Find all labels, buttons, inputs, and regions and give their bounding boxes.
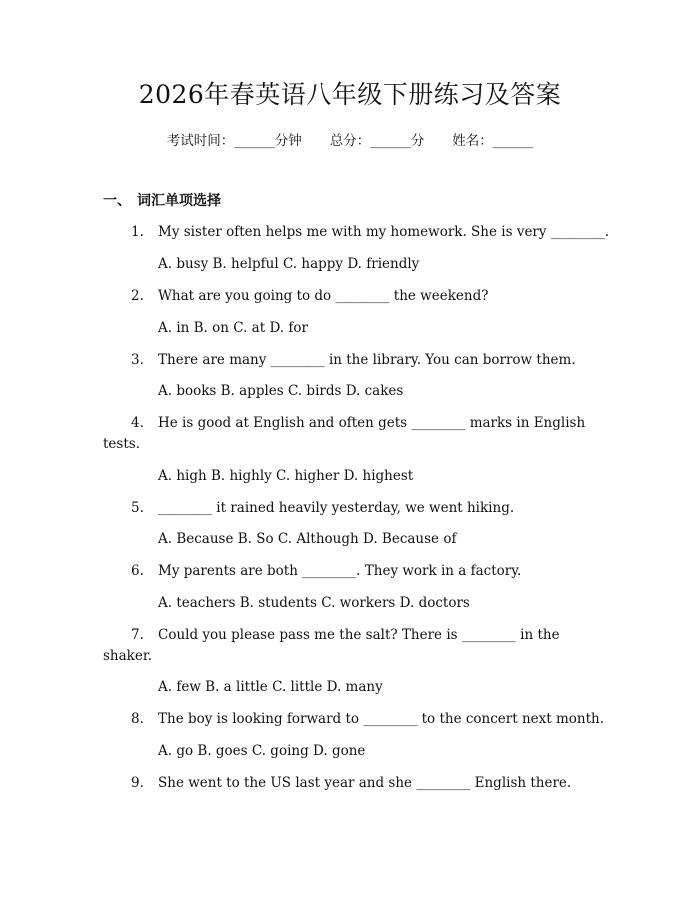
question-number: 9. [131,775,144,791]
question-text: My sister often helps me with my homework. She is very ________. [158,224,610,240]
question-number: 3. [131,352,144,368]
question-text: There are many ________ in the library. You can borrow them. [158,352,576,368]
question-options: A. books B. apples C. birds D. cakes [158,383,404,399]
exam-info [0,131,700,151]
question-number: 1. [131,224,144,240]
question-text: He is good at English and often gets ________ marks in English [158,415,586,431]
question-text-continued: tests. [103,436,140,452]
question-number: 6. [131,563,144,579]
section-heading [103,191,221,211]
question-options: A. go B. goes C. going D. gone [158,743,366,759]
question-text: Could you please pass me the salt? There is ________ in the [158,627,560,643]
exam-time-label: 考试时间：______分钟 [166,133,302,149]
question-number: 2. [131,288,144,304]
question-options: A. high B. highly C. higher D. highest [158,468,414,484]
question-text: ________ it rained heavily yesterday, we went hiking. [158,500,515,516]
question-text: My parents are both ________. They work in a factory. [158,563,522,579]
section-title: 词汇单项选择 [137,193,221,209]
section-number: 一、 [103,193,131,209]
question-number: 8. [131,711,144,727]
question-options: A. teachers B. students C. workers D. doctors [158,595,470,611]
student-name-label: 姓名：______ [452,133,534,149]
question-options: A. busy B. helpful C. happy D. friendly [158,256,420,272]
question-number: 4. [131,415,144,431]
question-options: A. Because B. So C. Although D. Because of [158,531,457,547]
question-options: A. in B. on C. at D. for [158,320,308,336]
question-text-continued: shaker. [103,648,153,664]
question-text: The boy is looking forward to ________ to the concert next month. [158,711,605,727]
question-number: 5. [131,500,144,516]
total-score-label: 总分：______分 [329,133,425,149]
page-title: 2026年春英语八年级下册练习及答案 [138,80,562,109]
question-text: What are you going to do ________ the weekend? [158,288,489,304]
question-options: A. few B. a little C. little D. many [158,679,383,695]
question-text: She went to the US last year and she ________ English there. [158,775,572,791]
question-number: 7. [131,627,144,643]
